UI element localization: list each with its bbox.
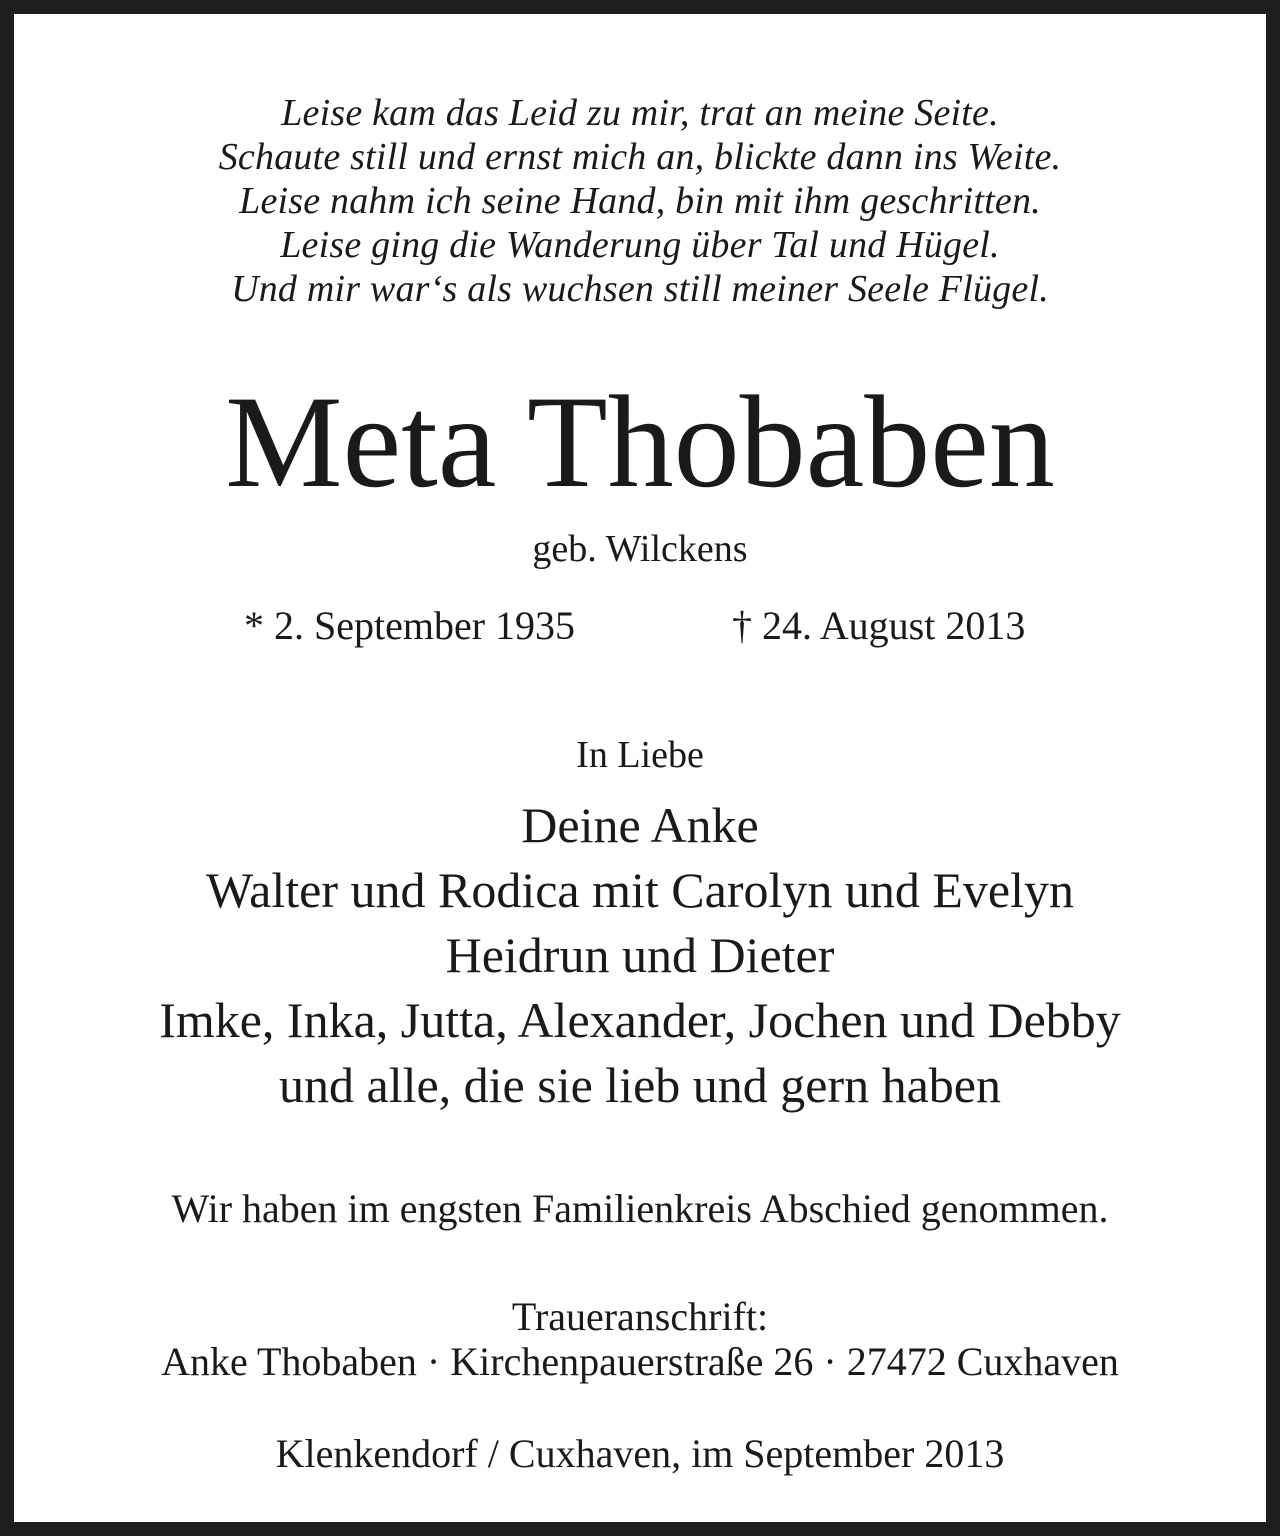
poem-line-4: Leise ging die Wanderung über Tal und Hügel. [280, 224, 1000, 266]
death-date: † 24. August 2013 [732, 603, 1026, 648]
address-label: Traueranschrift: [511, 1294, 769, 1339]
mourner-line-5: und alle, die sie lieb und gern haben [279, 1057, 1001, 1113]
farewell-note: Wir haben im engsten Familienkreis Abschied genommen. [171, 1186, 1109, 1231]
birth-date: * 2. September 1935 [244, 603, 576, 648]
mourner-line-2: Walter und Rodica mit Carolyn und Evelyn [205, 862, 1075, 918]
poem-line-5: Und mir war‘s als wuchsen still meiner Seele Flügel. [231, 268, 1049, 310]
poem-line-1: Leise kam das Leid zu mir, trat an meine Seite. [281, 92, 999, 134]
poem-line-2: Schaute still und ernst mich an, blickte dann ins Weite. [218, 136, 1062, 178]
mourner-line-1: Deine Anke [521, 797, 759, 853]
mourner-line-4: Imke, Inka, Jutta, Alexander, Jochen und Debby [159, 992, 1121, 1048]
mourners-intro: In Liebe [576, 734, 704, 776]
deceased-name: Meta Thobaben [225, 368, 1055, 515]
address-line: Anke Thobaben · Kirchenpauerstraße 26 · 27472 Cuxhaven [161, 1339, 1119, 1384]
poem-line-3: Leise nahm ich seine Hand, bin mit ihm geschritten. [239, 180, 1041, 222]
maiden-name: geb. Wilckens [532, 528, 748, 570]
place-date: Klenkendorf / Cuxhaven, im September 2013 [275, 1431, 1005, 1476]
mourner-line-3: Heidrun und Dieter [445, 927, 835, 983]
